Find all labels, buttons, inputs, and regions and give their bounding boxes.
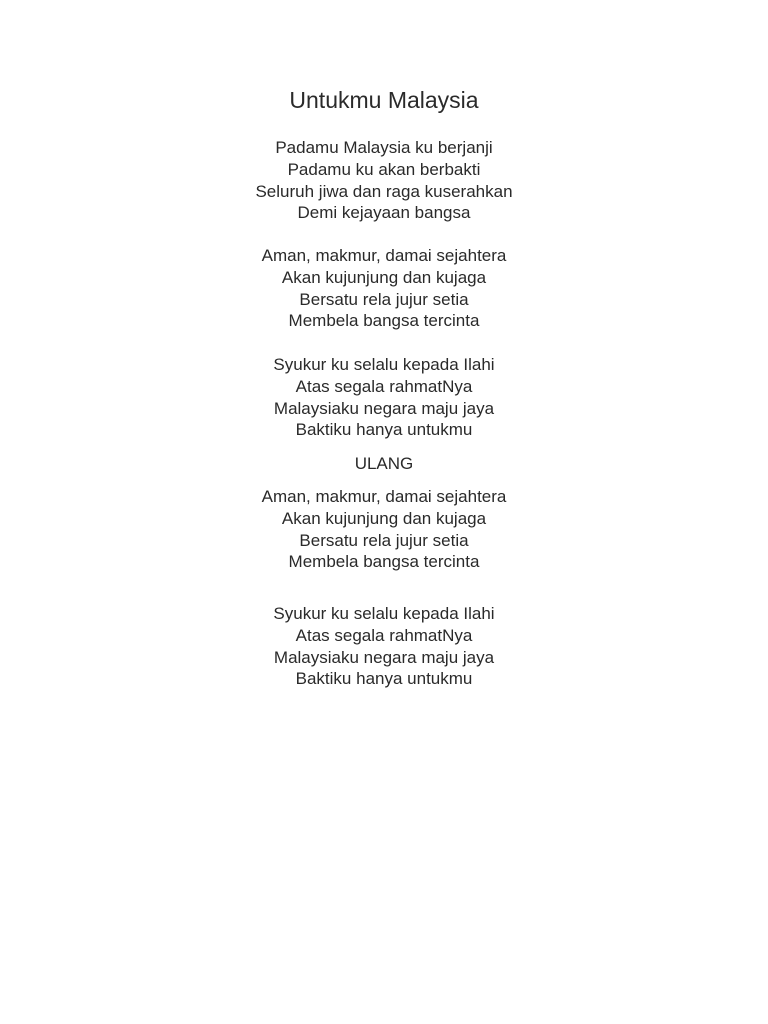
lyric-line: Atas segala rahmatNya (295, 625, 473, 645)
song-title: Untukmu Malaysia (289, 87, 479, 113)
lyric-line: Bersatu rela jujur setia (299, 289, 469, 309)
lyric-line: Syukur ku selalu kepada Ilahi (273, 355, 495, 374)
repeat-marker: ULANG (354, 454, 414, 473)
lyric-line: Membela bangsa tercinta (288, 552, 480, 572)
lyric-line: Aman, makmur, damai sejahtera (261, 246, 507, 265)
lyric-line: Syukur ku selalu kepada Ilahi (273, 604, 495, 623)
lyric-line: Malaysiaku negara maju jaya (273, 398, 495, 418)
lyric-line: Demi kejayaan bangsa (297, 203, 471, 223)
stanza-1 (0, 137, 768, 224)
lyric-line: Atas segala rahmatNya (295, 376, 473, 396)
lyric-line: Bersatu rela jujur setia (299, 530, 469, 550)
stanza-4 (0, 486, 768, 573)
lyric-line: Akan kujunjung dan kujaga (281, 508, 487, 528)
lyric-line: Padamu ku akan berbakti (287, 159, 481, 179)
stanza-3 (0, 354, 768, 441)
lyric-line: Seluruh jiwa dan raga kuserahkan (255, 181, 513, 201)
lyric-line: Aman, makmur, damai sejahtera (261, 487, 507, 506)
stanza-2 (0, 245, 768, 332)
lyric-line: Membela bangsa tercinta (288, 311, 480, 331)
lyric-line: Akan kujunjung dan kujaga (281, 267, 487, 287)
stanza-5 (0, 603, 768, 690)
lyric-line: Baktiku hanya untukmu (295, 669, 473, 689)
lyric-line: Baktiku hanya untukmu (295, 420, 473, 440)
lyric-line: Malaysiaku negara maju jaya (273, 647, 495, 667)
lyric-line: Padamu Malaysia ku berjanji (275, 138, 493, 157)
